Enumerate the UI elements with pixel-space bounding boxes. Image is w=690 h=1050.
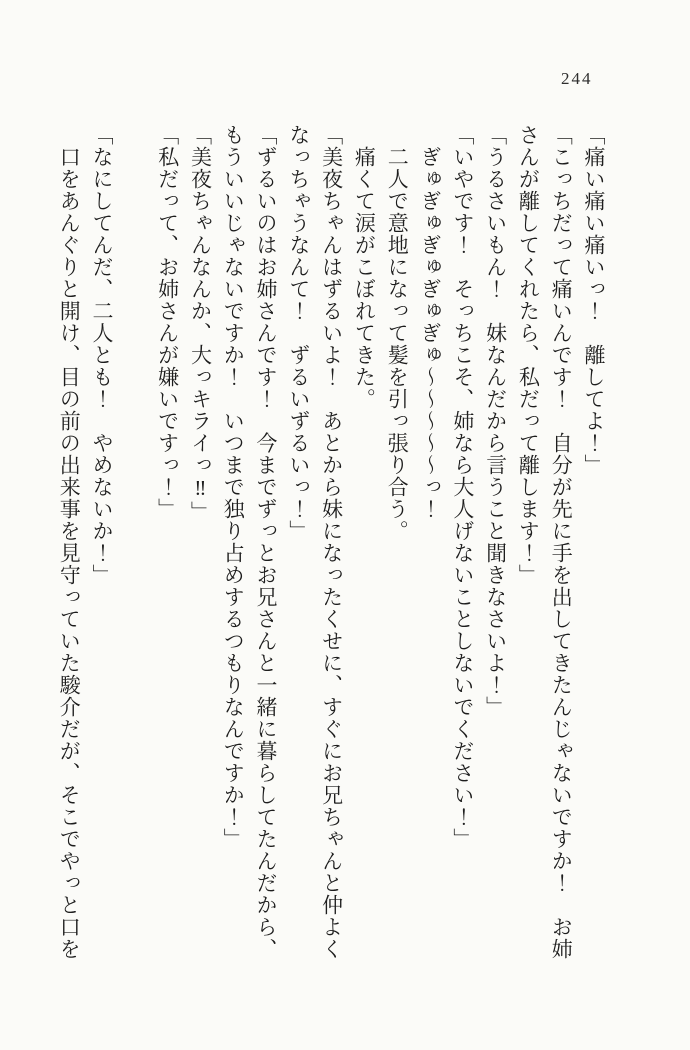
- text-line: 「ずるいのはお姉さんです！ 今までずっとお兄さんと一緒に暮らしてたんだから、: [254, 124, 279, 960]
- text-line: 「美夜ちゃんなんか、大っキライっ‼」: [188, 124, 213, 523]
- text-line: ぎゅぎゅぎゅぎゅぎゅ～～～～～っ！: [418, 124, 443, 520]
- text-line: 二人で意地になって髪を引っ張り合う。: [385, 124, 410, 542]
- text-block: [51, 124, 610, 962]
- text-line: 「こっちだって痛いんです！ 自分が先に手を出してきたんじゃないですか！ お姉: [549, 124, 574, 960]
- text-line: 「うるさいもん！ 妹なんだから言うこと聞きなさいよ！」: [483, 124, 508, 718]
- text-line: なっちゃうなんて！ ずるいずるいっ！」: [286, 124, 311, 542]
- blank-line: [118, 124, 151, 962]
- text-line: 痛くて涙がこぼれてきた。: [352, 124, 377, 410]
- text-line: 「私だって、お姉さんが嫌いですっ！」: [155, 124, 180, 520]
- text-line: 「痛い痛い痛いっ！ 離してよ！」: [582, 124, 606, 476]
- text-line: 口をあんぐりと開け、目の前の出来事を見守っていた駿介だが、そこでやっと口を: [57, 124, 82, 960]
- text-line: 「いやです！ そっちこそ、姉なら大人げないことしないでください！」: [450, 124, 475, 850]
- text-line: 「美夜ちゃんはずるいよ！ あとから妹になったくせに、すぐにお兄ちゃんと仲よく: [319, 124, 344, 960]
- page-number: 244: [561, 69, 593, 88]
- text-line: もういいじゃないですか！ いつまで独り占めするつもりなんですか！」: [221, 124, 246, 850]
- text-line: 「なにしてんだ、二人とも！ やめないか！」: [90, 124, 115, 586]
- text-line: さんが離してくれたら、私だって離します！」: [516, 124, 541, 586]
